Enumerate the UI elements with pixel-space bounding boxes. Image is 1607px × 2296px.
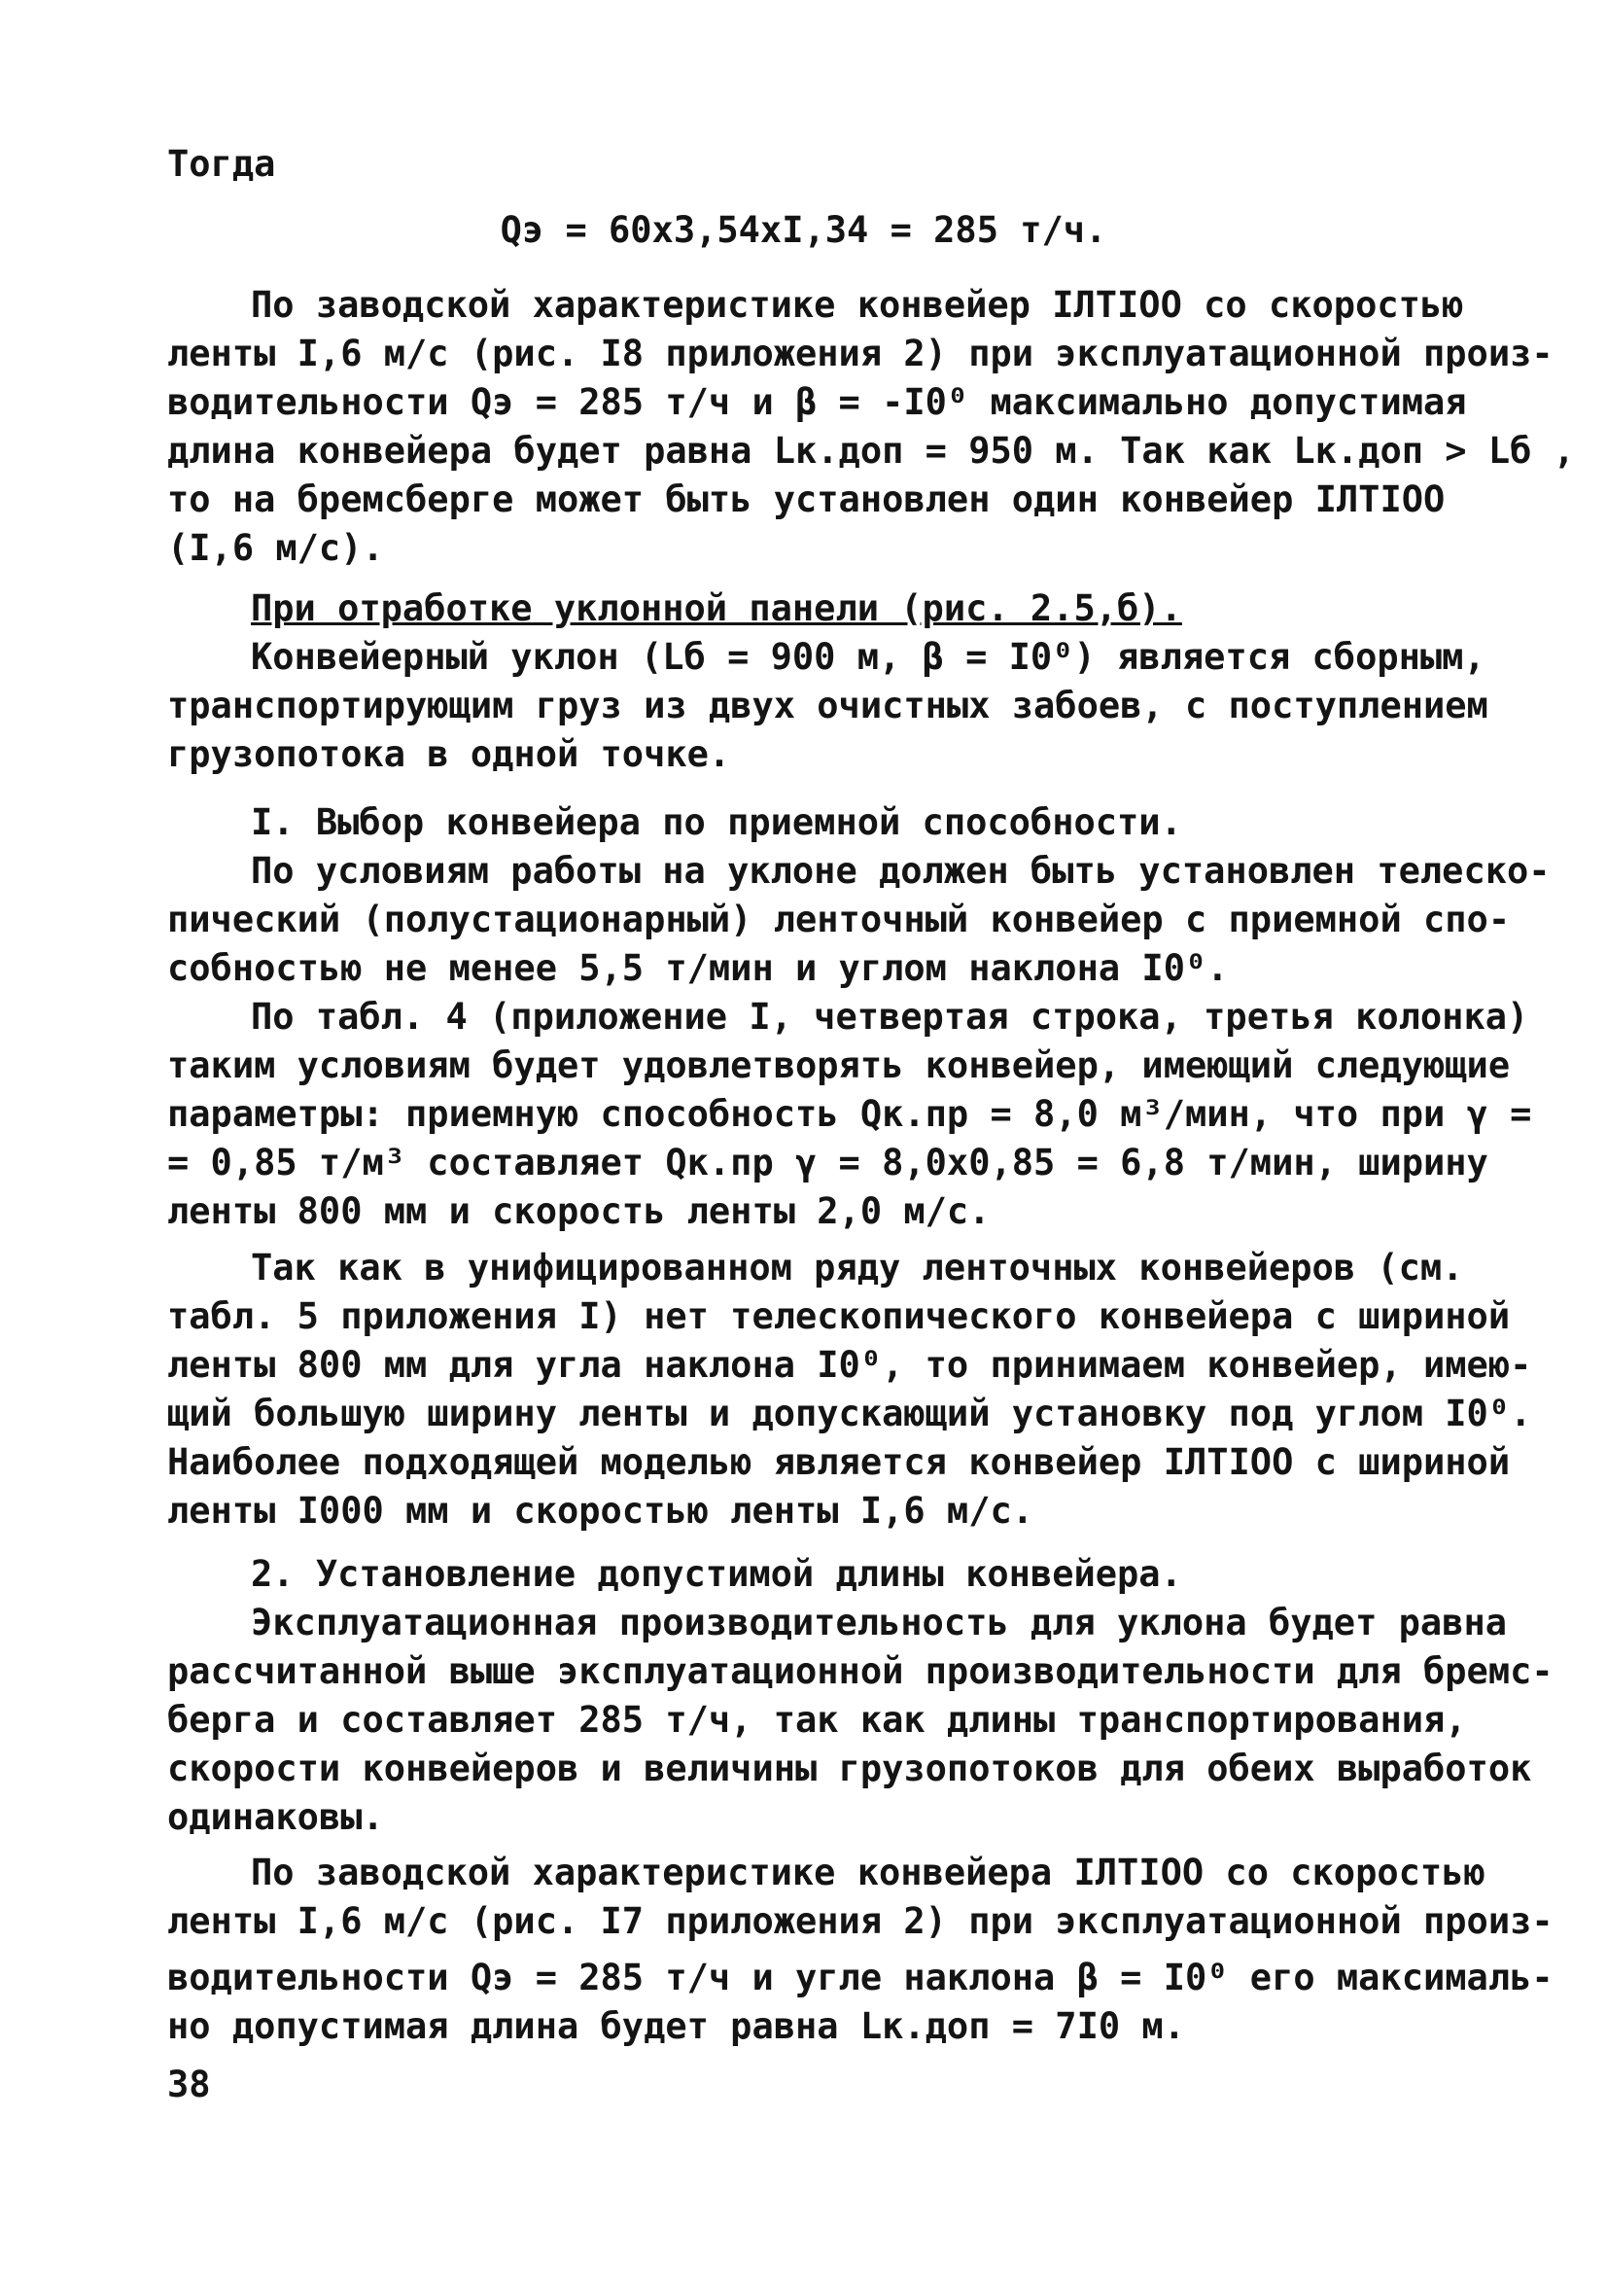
- text-line: берга и составляет 285 т/ч, так как длины транспортирования,: [167, 1699, 1467, 1741]
- text-line: Конвейерный уклон (Lб = 900 м, β = I0⁰) является сборным,: [251, 636, 1485, 678]
- text-line: Тогда: [167, 143, 276, 185]
- text-line: длина конвейера будет равна Lк.доп = 950 м. Так как Lк.доп > Lб ,: [167, 430, 1575, 472]
- page-number: 38: [167, 2064, 211, 2105]
- text-line: ленты I000 мм и скоростью ленты I,6 м/с.: [167, 1490, 1034, 1532]
- text-line: табл. 5 приложения I) нет телескопического конвейера с шириной: [167, 1295, 1511, 1337]
- text-line: = 0,85 т/м³ составляет Qк.пр γ = 8,0x0,85 = 6,8 т/мин, ширину: [167, 1142, 1488, 1183]
- text-line: пический (полустационарный) ленточный конвейер с приемной спо-: [167, 899, 1511, 940]
- text-line: рассчитанной выше эксплуатационной производительности для бремс-: [167, 1650, 1554, 1692]
- text-line: По заводской характеристике конвейера IЛТIOO со скоростью: [251, 1852, 1485, 1893]
- numbered-heading: 2. Установление допустимой длины конвейера.: [251, 1553, 1182, 1595]
- text-line: По табл. 4 (приложение I, четвертая строка, третья колонка): [251, 996, 1529, 1038]
- text-line: но допустимая длина будет равна Lк.доп = 7I0 м.: [167, 2005, 1185, 2047]
- text-line: скорости конвейеров и величины грузопотоков для обеих выработок: [167, 1748, 1532, 1789]
- text-line: ленты 800 мм и скорость ленты 2,0 м/с.: [167, 1190, 991, 1232]
- text-line: Так как в унифицированном ряду ленточных конвейеров (см.: [251, 1247, 1464, 1289]
- text-line: ленты I,6 м/с (рис. I7 приложения 2) при эксплуатационной произ-: [167, 1900, 1554, 1942]
- text-line: транспортирующим груз из двух очистных забоев, с поступлением: [167, 685, 1488, 726]
- text-line: (I,6 м/с).: [167, 527, 384, 569]
- section-heading: При отработке уклонной панели (рис. 2.5,б).: [251, 587, 1182, 629]
- formula-line: Qэ = 60x3,54xI,34 = 285 т/ч.: [500, 209, 1107, 251]
- text-line: щий большую ширину ленты и допускающий установку под углом I0⁰.: [167, 1393, 1532, 1434]
- text-line: параметры: приемную способность Qк.пр = 8,0 м³/мин, что при γ =: [167, 1093, 1532, 1135]
- text-line: Наиболее подходящей моделью является конвейер IЛТIOO с шириной: [167, 1441, 1511, 1483]
- text-line: По условиям работы на уклоне должен быть установлен телеско-: [251, 850, 1551, 892]
- text-line: грузопотока в одной точке.: [167, 733, 731, 775]
- text-line: то на бремсберге может быть установлен один конвейер IЛТIOO: [167, 478, 1446, 520]
- text-line: таким условиям будет удовлетворять конвейер, имеющий следующие: [167, 1044, 1511, 1086]
- numbered-heading: I. Выбор конвейера по приемной способности.: [251, 801, 1182, 843]
- text-line: водительности Qэ = 285 т/ч и угле наклона β = I0⁰ его максималь-: [167, 1957, 1554, 1998]
- text-line: одинаковы.: [167, 1796, 384, 1838]
- text-line: Эксплуатационная производительность для уклона будет равна: [251, 1602, 1508, 1643]
- text-line: собностью не менее 5,5 т/мин и углом наклона I0⁰.: [167, 947, 1229, 989]
- text-line: По заводской характеристике конвейер IЛТIOO со скоростью: [251, 284, 1464, 326]
- text-line: ленты I,6 м/с (рис. I8 приложения 2) при эксплуатационной произ-: [167, 333, 1554, 374]
- text-line: водительности Qэ = 285 т/ч и β = -I0⁰ максимально допустимая: [167, 381, 1467, 423]
- text-line: ленты 800 мм для угла наклона I0⁰, то принимаем конвейер, имею-: [167, 1344, 1532, 1386]
